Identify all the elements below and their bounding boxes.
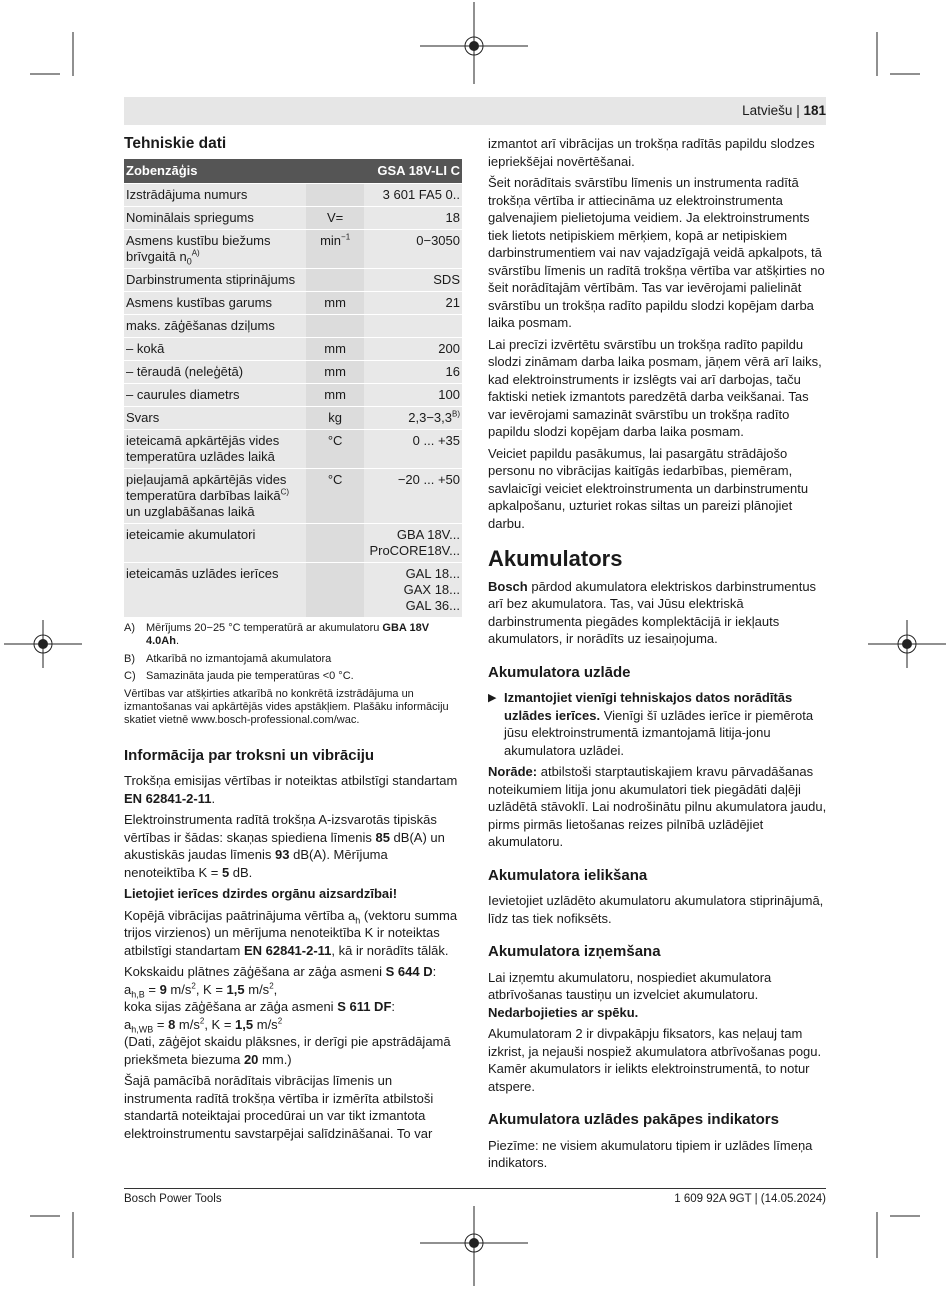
table-row bbox=[124, 429, 462, 468]
vibration-paragraph-1: Kopējā vibrācijas paātrinājuma vērtība $a_h$ (vektoru summa trijos virzienos) un mērījuma nenoteiktība K ir noteiktas atbilstīgi standartam EN 62841-2-11, kā ir norādīts tālāk. bbox=[124, 907, 458, 958]
table-row bbox=[124, 523, 462, 562]
tech-data-table bbox=[124, 159, 462, 618]
row-label: Asmens kustības garums bbox=[124, 291, 306, 314]
noise-paragraph-1: Trokšņa emisijas vērtības ir noteiktas atbilstīgi standartam EN 62841-2-11. bbox=[124, 773, 458, 806]
iznem-paragraph-3: Akumulatoram 2 ir divpakāpju fiksators, kas neļauj tam izkrist, ja nejauši nospiež akumulatora atbrīvošanas pogu. Kamēr akumulators ir ielikts elektroinstrumentā, to notur atspere. bbox=[488, 1026, 822, 1094]
row-label: – kokā bbox=[124, 337, 306, 360]
row-unit: °C bbox=[306, 468, 364, 523]
row-value: GAL 18... GAX 18... GAL 36... bbox=[364, 562, 462, 617]
row-unit: mm bbox=[306, 360, 364, 383]
footnote-note: Vērtības var atšķirties atkarībā no konkrētā izstrādājuma un izmantošanas vai apkārtējās vides apstākļiem. Plašāku informāciju skatiet vietnē www.bosch-professional.com/wac. bbox=[124, 687, 449, 726]
row-unit: mm bbox=[306, 383, 364, 406]
row-unit bbox=[306, 314, 364, 337]
row-value: 200 bbox=[364, 337, 462, 360]
row-label: Svars bbox=[124, 406, 306, 429]
header-bar bbox=[124, 97, 826, 125]
row-unit: °C bbox=[306, 429, 364, 468]
table-row bbox=[124, 383, 462, 406]
row-label: Nominālais spriegums bbox=[124, 206, 306, 229]
table-row bbox=[124, 206, 462, 229]
ielik-title: Akumulatora ielikšana bbox=[488, 866, 648, 884]
row-label: ieteicamie akumulatori bbox=[124, 523, 306, 562]
row-value: $2,3-3,3^{B)}$ bbox=[364, 406, 462, 429]
row-label: pieļaujamā apkārtējās vides temperatūra darbības laikā$^{C)}$ un uzglabāšanas laikā bbox=[124, 468, 306, 523]
header-language: Latviešu bbox=[742, 103, 793, 118]
row-value: 100 bbox=[364, 383, 462, 406]
table-row bbox=[124, 268, 462, 291]
table-row bbox=[124, 229, 462, 268]
right-paragraph-3: Lai precīzi izvērtētu svārstību un trokšņa radīto papildu slodzi zināmam darba laika posmam, jāņem vērā arī laiks, kad elektroinstruments ir izslēgts vai arī darbojas, taču faktiski netiek izmantots paredzētā darba veikšanai. Tas var ievērojami samazināt svārstību un trokšņa radīto papildu slodzi kopējam darba laika posmam. bbox=[488, 336, 822, 439]
triangle-bullet-icon: ▶ bbox=[488, 692, 497, 704]
indikators-paragraph: Piezīme: ne visiem akumulatoru tipiem ir uzlādes līmeņa indikators. bbox=[488, 1137, 813, 1170]
row-label: Izstrādājuma numurs bbox=[124, 183, 306, 206]
row-value: 21 bbox=[364, 291, 462, 314]
row-label: Darbinstrumenta stiprinājums bbox=[124, 268, 306, 291]
row-label: maks. zāģēšanas dziļums bbox=[124, 314, 306, 337]
footer-divider bbox=[124, 1188, 826, 1189]
row-label: – tēraudā (neleģētā) bbox=[124, 360, 306, 383]
row-value: 0 ... +35 bbox=[364, 429, 462, 468]
table-head-label: Zobenzāģis bbox=[124, 159, 306, 184]
row-label: ieteicamā apkārtējās vides temperatūra uzlādes laikā bbox=[124, 429, 306, 468]
norade-paragraph: Norāde: atbilstoši starptautiskajiem kravu pārvadāšanas noteikumiem litija jonu akumulatori tiek piegādāti daļēji uzlādētā stāvoklī. Lai nodrošinātu pilnu akumulatora jaudu, pirms pirmās lietošanas reizes pilnībā uzlādējiet akumulatoru. bbox=[488, 764, 827, 849]
table-head-model: GSA 18V-LI C bbox=[364, 159, 462, 184]
row-value: 3 601 FA5 0.. bbox=[364, 183, 462, 206]
row-unit: V= bbox=[306, 206, 364, 229]
noise-warning: Lietojiet ierīces dzirdes orgānu aizsardzībai! bbox=[124, 886, 398, 901]
table-header-row bbox=[124, 159, 462, 184]
noise-paragraph-2: Elektroinstrumenta radītā trokšņa A-izsvarotās tipiskās vērtības ir šādas: skaņas spiediena līmenis 85 dB(A) un akustiskās jaudas līmenis 93 dB(A). Mērījuma nenoteiktība K = 5 dB. bbox=[124, 812, 445, 880]
row-unit: kg bbox=[306, 406, 364, 429]
row-unit bbox=[306, 183, 364, 206]
row-unit: $\min^{-1}$ bbox=[306, 229, 364, 268]
footnote: C) Samazināta jauda pie temperatūras <0 °C. bbox=[124, 670, 354, 682]
row-value: 16 bbox=[364, 360, 462, 383]
akumulators-title: Akumulators bbox=[488, 546, 623, 571]
row-unit: mm bbox=[306, 337, 364, 360]
ielik-paragraph: Ievietojiet uzlādēto akumulatoru akumulatora stiprinājumā, līdz tas tiek nofiksēts. bbox=[488, 893, 824, 926]
iznem-paragraph-1: Lai izņemtu akumulatoru, nospiediet akumulatora atbrīvošanas taustiņu un izvelciet akumulatoru. bbox=[488, 969, 772, 1002]
right-paragraph-2: Šeit norādītais svārstību līmenis un instrumenta radītā trokšņa vērtība ir attiecināma uz elektroinstrumenta galvenajiem pielietojuma veidiem. Ja elektroinstruments tiek lietots netipiskiem mērķiem, kopā ar netipiskiem darbinstrumentiem vai nav vajadzīgajā veidā apkalpots, tā svārstību līmenis un radītā trokšņa vērtība var atšķirties no šeit norādītajām vērtībām. Tas var ievērojami palielināt svārstību un trokšņa radīto papildu slodzi kopējam darba laika posmam. bbox=[488, 175, 825, 330]
table-row bbox=[124, 183, 462, 206]
page-header: Latviešu | 181 bbox=[742, 103, 826, 118]
row-value: −20 ... +50 bbox=[364, 468, 462, 523]
right-paragraph-4: Veiciet papildu pasākumus, lai pasargātu strādājošo personu no vibrācijas kaitīgās iedarbības, piemēram, savlaicīgi veiciet elektroinstrumenta un darbinstrumentu apkalpošanu, uzturiet rokas siltas un pareizi plānojiet darbu. bbox=[488, 445, 809, 531]
row-value: SDS bbox=[364, 268, 462, 291]
table-head-unit bbox=[306, 159, 364, 184]
row-unit bbox=[306, 562, 364, 617]
table-row bbox=[124, 562, 462, 617]
table-row bbox=[124, 468, 462, 523]
iznem-title: Akumulatora izņemšana bbox=[488, 943, 661, 960]
row-label: – caurules diametrs bbox=[124, 383, 306, 406]
row-unit: mm bbox=[306, 291, 364, 314]
footer-doc-number: 1 609 92A 9GT | (14.05.2024) bbox=[674, 1193, 826, 1205]
page-number: 181 bbox=[803, 103, 826, 118]
row-value: GBA 18V... ProCORE18V... bbox=[364, 523, 462, 562]
table-row bbox=[124, 337, 462, 360]
row-value bbox=[364, 314, 462, 337]
footer-brand: Bosch Power Tools bbox=[124, 1193, 222, 1205]
akumulators-paragraph: Bosch pārdod akumulatora elektriskos darbinstrumentus arī bez akumulatora. Tas, vai Jūsu elektriskā darbinstrumenta piegādes komplektācijā ir iekļauts akumulators, ir norādīts uz iesaiņojuma. bbox=[488, 578, 817, 646]
table-row bbox=[124, 314, 462, 337]
table-row bbox=[124, 406, 462, 429]
vibration-values: Kokskaidu plātnes zāģēšana ar zāģa asmeni S 644 D: $a_{h,B} = 9$ $m/s^2$, K = 1,5 $m/s^2$, koka sijas zāģēšana ar zāģa asmeni S 611 DF: $a_{h,WB} = 8$ $m/s^2$, K = 1,5 $m/s^2$ bbox=[124, 964, 437, 1035]
vibration-paragraph-3: (Dati, zāģējot skaidu plāksnes, ir derīgi pie apstrādājamā priekšmeta biezuma 20 mm.) bbox=[124, 1034, 451, 1067]
tech-data-title: Tehniskie dati bbox=[124, 135, 227, 152]
iznem-paragraph-2: Nedarbojieties ar spēku. bbox=[488, 1004, 639, 1020]
table-row bbox=[124, 360, 462, 383]
row-value: 0−3050 bbox=[364, 229, 462, 268]
right-column bbox=[488, 135, 828, 1176]
table-row bbox=[124, 291, 462, 314]
footnote: B) Atkarībā no izmantojamā akumulatora bbox=[124, 652, 332, 665]
footnotes bbox=[124, 622, 462, 684]
row-value: 18 bbox=[364, 206, 462, 229]
noise-title: Informācija par troksni un vibrāciju bbox=[124, 746, 375, 764]
uzlade-title: Akumulatora uzlāde bbox=[488, 663, 631, 681]
row-label: ieteicamās uzlādes ierīces bbox=[124, 562, 306, 617]
right-paragraph-1: izmantot arī vibrācijas un trokšņa radītās papildu slodzes iepriekšējai novērtēšanai. bbox=[488, 136, 815, 169]
left-column bbox=[124, 135, 462, 1146]
indikators-title: Akumulatora uzlādes pakāpes indikators bbox=[488, 1111, 779, 1128]
row-unit bbox=[306, 523, 364, 562]
vibration-paragraph-4: Šajā pamācībā norādītais vibrācijas līmenis un instrumenta radītā trokšņa vērtība ir izmērīta atbilstoši standartā noteiktajai procedūrai un var tikt izmantota elektroinstrumentu savstarpējai salīdzināšanai. To var bbox=[124, 1073, 434, 1141]
row-unit bbox=[306, 268, 364, 291]
row-label: Asmens kustību biežums brīvgaitā $n_0^{A)}$ bbox=[124, 229, 306, 268]
uzlade-bullet: ▶ Izmantojiet vienīgi tehniskajos datos norādītās uzlādes ierīces. Vienīgi šī uzlādes ierīce ir piemērota jūsu elektroinstrumentā izmantojamā litija-jonu akumulatora uzlādei. bbox=[488, 689, 828, 763]
footnote: A) Mērījums 20−25 °C temperatūrā ar akumulatoru GBA 18V 4.0Ah. bbox=[124, 621, 430, 647]
